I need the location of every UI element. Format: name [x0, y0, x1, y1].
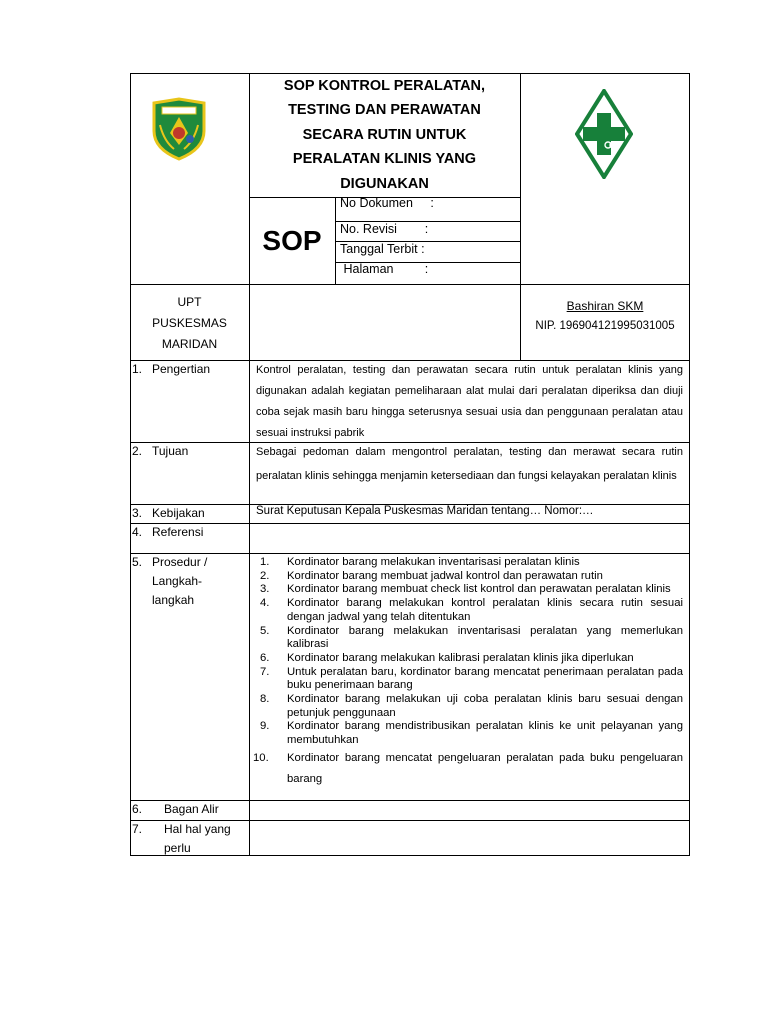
list-item: 10. Kordinator barang mencatat pengeluaran peralatan pada buku pengeluaran barang: [253, 751, 683, 785]
signatory-name: Bashiran SKM: [566, 299, 644, 313]
section-referensi-label: 4. Referensi: [132, 525, 204, 539]
organization-name: UPT PUSKESMAS MARIDAN: [152, 295, 227, 351]
list-item: 3. Kordinator barang membuat check list kontrol dan perawatan peralatan klinis: [260, 583, 671, 596]
section-kebijakan-label: 3. Kebijakan: [132, 506, 205, 520]
puskesmas-green-cross-icon: [575, 89, 633, 179]
no-revisi-field: No. Revisi :: [340, 222, 429, 236]
section-tujuan-label: 2. Tujuan: [132, 444, 189, 458]
section-hal-perlu-label: 7. Hal hal yang perlu: [132, 822, 231, 855]
list-item: 7. Untuk peralatan baru, kordinator barang mencatat penerimaan peralatan pada buku penerimaan barang: [260, 665, 683, 692]
section-pengertian-text: Kontrol peralatan, testing dan perawatan secara rutin untuk peralatan klinis yang digunakan adalah kegiatan pemeliharaan alat mulai dari peralatan diperiksa dan diuji coba sejak masih baru hingga seterusnya sesuai usia dan penggunaan peralatan atau sesuai instruksi pabrik: [256, 364, 683, 439]
list-item: 1. Kordinator barang melakukan inventarisasi peralatan klinis: [260, 556, 580, 568]
sop-label: SOP: [262, 224, 322, 256]
regency-shield-emblem-icon: [148, 97, 210, 161]
list-item: 6. Kordinator barang melakukan kalibrasi peralatan klinis jika diperlukan: [260, 651, 634, 664]
section-bagan-alir-label: 6. Bagan Alir: [132, 802, 219, 816]
section-prosedur-label: 5. Prosedur / Langkah- langkah: [132, 555, 208, 607]
halaman-field: Halaman :: [340, 262, 429, 276]
document-title: SOP KONTROL PERALATAN, TESTING DAN PERAWATAN SECARA RUTIN UNTUK PERALATAN KLINIS YANG DIGUNAKAN: [283, 77, 486, 192]
tanggal-terbit-field: Tanggal Terbit :: [340, 242, 425, 256]
signatory-nip: NIP. 196904121995031005: [535, 320, 675, 332]
sop-document: [130, 73, 690, 855]
section-kebijakan-text: Surat Keputusan Kepala Puskesmas Maridan tentang… Nomor:…: [256, 505, 594, 517]
list-item: 2. Kordinator barang membuat jadwal kontrol dan perawatan rutin: [260, 569, 603, 582]
no-dokumen-field: No Dokumen :: [340, 196, 434, 210]
section-tujuan-text: Sebagai pedoman dalam mengontrol peralatan, testing dan merawat secara rutin peralatan klinis sehingga menjamin ketersediaan dan fungsi kelayakan peralatan klinis: [256, 446, 683, 482]
list-item: 4. Kordinator barang melakukan kontrol peralatan klinis secara rutin sesuai dengan jadwal yang telah ditentukan: [260, 597, 683, 623]
list-item: 5. Kordinator barang melakukan inventarisasi peralatan yang memerlukan kalibrasi: [260, 624, 683, 651]
procedure-steps-list: [253, 556, 683, 790]
section-pengertian-label: 1. Pengertian: [132, 362, 211, 376]
list-item: 8. Kordinator barang melakukan uji coba peralatan klinis baru sesuai dengan petunjuk penggunaan: [260, 693, 683, 719]
list-item: 9. Kordinator barang mendistribusikan peralatan klinis ke unit pelayanan yang membutuhkan: [260, 720, 683, 747]
